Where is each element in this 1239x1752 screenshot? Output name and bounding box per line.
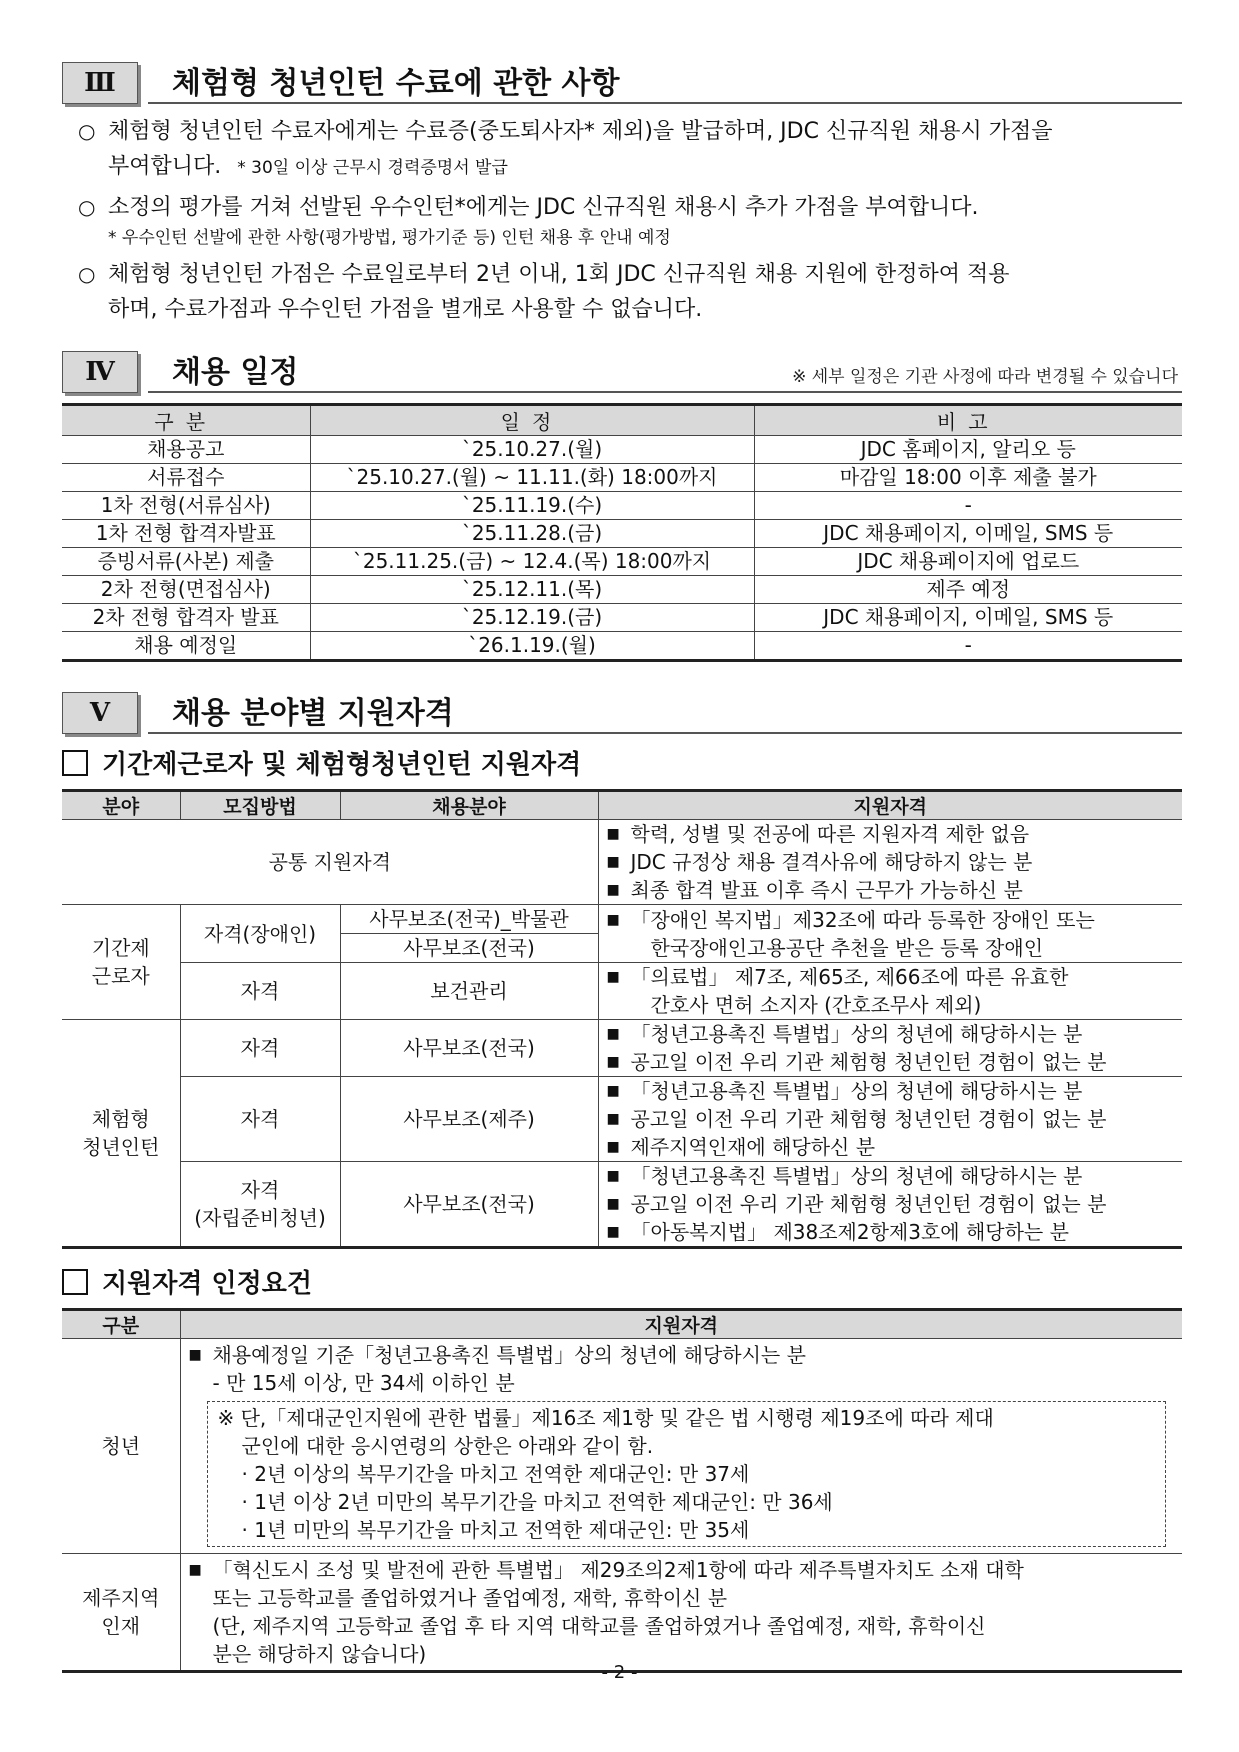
list-item: ■ 「청년고용촉진 특별법」상의 청년에 해당하시는 분 xyxy=(607,1162,1175,1190)
table-cell: 사무보조(전국)_박물관 xyxy=(340,905,598,934)
section-header-4 xyxy=(62,345,1182,393)
bullet-text: 하며, 수료가점과 우수인턴 가점을 별개로 사용할 수 없습니다. xyxy=(108,297,703,322)
table-cell: 사무보조(전국) xyxy=(340,934,598,963)
footnote: * 30일 이상 근무시 경력증명서 발급 xyxy=(237,158,508,178)
table-cell: 보건관리 xyxy=(340,963,598,1020)
section-title: 채용 분야별 지원자격 xyxy=(172,696,454,731)
table-header: 모집방법 xyxy=(180,791,340,820)
table-row xyxy=(62,632,1182,661)
list-item: ■ 제주지역인재에 해당하신 분 xyxy=(607,1133,1175,1161)
table-cell: 2차 전형(면접심사) xyxy=(62,576,310,604)
qualification-table xyxy=(62,789,1182,1249)
list-item: ■ 「의료법」 제7조, 제65조, 제66조에 따른 유효한 xyxy=(607,963,1175,991)
table-cell: 공통 지원자격 xyxy=(62,820,598,905)
table-cell: ■ 「혁신도시 조성 및 발전에 관한 특별법」 제29조의2제1항에 따라 제주특별자치도 소재 대학 또는 고등학교를 졸업하였거나 졸업예정, 재학, 휴학이신 분 (단, 제주지역 고등학교 졸업 후 타 지역 대학교를 졸업하였거나 졸업예정, 재학, 휴학이신 분은 해당하지 않습니다) xyxy=(180,1554,1182,1672)
table-cell: 증빙서류(사본) 제출 xyxy=(62,548,310,576)
table-cell: 사무보조(전국) xyxy=(340,1020,598,1077)
footnote: * 우수인턴 선발에 관한 사항(평가방법, 평가기준 등) 인턴 채용 후 안내 예정 xyxy=(108,228,671,248)
subsection-heading xyxy=(62,1263,1182,1300)
list-item: ■ 학력, 성별 및 전공에 따른 지원자격 제한 없음 xyxy=(607,820,1175,848)
table-cell: 사무보조(전국) xyxy=(340,1162,598,1248)
table-cell: JDC 채용페이지에 업로드 xyxy=(754,548,1182,576)
table-cell: 제주 예정 xyxy=(754,576,1182,604)
table-header: 비고 xyxy=(754,405,1182,436)
table-cell: 사무보조(제주) xyxy=(340,1077,598,1162)
section-header-5 xyxy=(62,686,1182,734)
table-cell: 채용 예정일 xyxy=(62,632,310,661)
list-item: ■ 「아동복지법」 제38조제2항제3호에 해당하는 분 xyxy=(607,1218,1175,1246)
table-cell: 채용공고 xyxy=(62,436,310,464)
circle-bullet-icon: ○ xyxy=(78,119,96,143)
bullet-text: 부여합니다. xyxy=(108,154,222,179)
table-cell: 2차 전형 합격자 발표 xyxy=(62,604,310,632)
table-cell: `25.11.25.(금) ~ 12.4.(목) 18:00까지 xyxy=(310,548,754,576)
table-row xyxy=(62,492,1182,520)
table-cell: JDC 홈페이지, 알리오 등 xyxy=(754,436,1182,464)
table-cell: 마감일 18:00 이후 제출 불가 xyxy=(754,464,1182,492)
list-item: ■ 최종 합격 발표 이후 즉시 근무가 가능하신 분 xyxy=(607,876,1175,904)
table-cell: `25.11.28.(금) xyxy=(310,520,754,548)
table-row xyxy=(62,1077,1182,1162)
table-cell: `25.11.19.(수) xyxy=(310,492,754,520)
note-box: ※ 단,「제대군인지원에 관한 법률」제16조 제1항 및 같은 법 시행령 제19조에 따라 제대 군인에 대한 응시연령의 상한은 아래와 같이 함. · 2년 이상의 복무기간을 마치고 전역한 제대군인: 만 37세 · 1년 이상 2년 미만의 복무기간을 마치고 전역한 제대군인: 만 36세 · 1년 미만의 복무기간을 마치고 전역한 제대군인: 만 35세 xyxy=(207,1401,1167,1547)
list-item: ■ 「장애인 복지법」제32조에 따라 등록한 장애인 또는 xyxy=(607,906,1175,934)
square-bullet-icon xyxy=(62,1269,88,1295)
table-cell xyxy=(598,820,1182,905)
bullet-text: 체험형 청년인턴 수료자에게는 수료증(중도퇴사자* 제외)을 발급하며, JDC 신규직원 채용시 가점을 xyxy=(108,119,1053,144)
table-header: 구분 xyxy=(62,405,310,436)
table-cell xyxy=(598,1020,1182,1077)
table-cell: 1차 전형(서류심사) xyxy=(62,492,310,520)
table-cell xyxy=(180,1339,1182,1554)
table-row xyxy=(62,464,1182,492)
list-item: 한국장애인고용공단 추천을 받은 등록 장애인 xyxy=(650,935,1044,960)
table-cell: JDC 채용페이지, 이메일, SMS 등 xyxy=(754,604,1182,632)
section-underline xyxy=(148,732,1182,734)
table-cell xyxy=(598,963,1182,1020)
table-cell: 제주지역 인재 xyxy=(62,1554,180,1672)
document-page xyxy=(62,56,1182,1673)
table-row xyxy=(62,436,1182,464)
bullet-item xyxy=(62,114,1182,186)
square-bullet-icon xyxy=(62,750,88,776)
section-underline xyxy=(148,102,1182,104)
section-underline xyxy=(148,391,1182,393)
table-row xyxy=(62,604,1182,632)
table-header: 지원자격 xyxy=(180,1310,1182,1339)
table-cell: `26.1.19.(월) xyxy=(310,632,754,661)
age-requirement: - 만 15세 이상, 만 34세 이하인 분 xyxy=(212,1371,515,1395)
table-cell: 1차 전형 합격자발표 xyxy=(62,520,310,548)
table-cell: 자격 xyxy=(180,1020,340,1077)
section-number: Ⅳ xyxy=(62,351,138,393)
table-cell: `25.10.27.(월) ~ 11.11.(화) 18:00까지 xyxy=(310,464,754,492)
table-cell: - xyxy=(754,632,1182,661)
section-note: ※ 세부 일정은 기관 사정에 따라 변경될 수 있습니다 xyxy=(792,367,1178,387)
table-cell xyxy=(598,905,1182,963)
list-item: 간호사 면허 소지자 (간호조무사 제외) xyxy=(650,993,982,1017)
table-cell: 청년 xyxy=(62,1339,180,1554)
table-cell: 자격 xyxy=(180,963,340,1020)
table-row xyxy=(62,1554,1182,1672)
table-cell: 체험형 청년인턴 xyxy=(62,1020,180,1248)
table-header: 구분 xyxy=(62,1310,180,1339)
list-item: ■ JDC 규정상 채용 결격사유에 해당하지 않는 분 xyxy=(607,848,1175,876)
bullet-text: 체험형 청년인턴 가점은 수료일로부터 2년 이내, 1회 JDC 신규직원 채용 지원에 한정하여 적용 xyxy=(108,262,1010,287)
table-row xyxy=(62,905,1182,934)
table-cell: 자격(장애인) xyxy=(180,905,340,963)
table-header: 지원자격 xyxy=(598,791,1182,820)
section-number: Ⅴ xyxy=(62,692,138,734)
section-number: Ⅲ xyxy=(62,62,138,104)
table-row xyxy=(62,548,1182,576)
table-row xyxy=(62,1020,1182,1077)
bullet-item xyxy=(62,257,1182,327)
list-item: ■ 공고일 이전 우리 기관 체험형 청년인턴 경험이 없는 분 xyxy=(607,1105,1175,1133)
subsection-title: 지원자격 인정요건 xyxy=(102,1269,312,1299)
table-cell: 자격 (자립준비청년) xyxy=(180,1162,340,1248)
table-cell: 기간제 근로자 xyxy=(62,905,180,1020)
table-row xyxy=(62,963,1182,1020)
table-cell: 서류접수 xyxy=(62,464,310,492)
list-item: ■ 공고일 이전 우리 기관 체험형 청년인턴 경험이 없는 분 xyxy=(607,1048,1175,1076)
table-row xyxy=(62,1162,1182,1248)
page-number: - 2 - xyxy=(601,1662,638,1683)
table-cell xyxy=(598,1162,1182,1248)
table-header: 분야 xyxy=(62,791,180,820)
list-item: ■ 「청년고용촉진 특별법」상의 청년에 해당하시는 분 xyxy=(607,1077,1175,1105)
list-item: ■ 「청년고용촉진 특별법」상의 청년에 해당하시는 분 xyxy=(607,1020,1175,1048)
list-item: ■ 「혁신도시 조성 및 발전에 관한 특별법」 제29조의2제1항에 따라 제주특별자치도 소재 대학 xyxy=(189,1556,1175,1584)
table-cell xyxy=(598,1077,1182,1162)
schedule-table xyxy=(62,403,1182,662)
table-cell: `25.12.19.(금) xyxy=(310,604,754,632)
table-row xyxy=(62,576,1182,604)
circle-bullet-icon: ○ xyxy=(78,262,96,286)
bullet-item xyxy=(62,190,1182,225)
table-cell: `25.12.11.(목) xyxy=(310,576,754,604)
section-title: 채용 일정 xyxy=(172,355,299,390)
section-title: 체험형 청년인턴 수료에 관한 사항 xyxy=(172,66,620,101)
section-header-3 xyxy=(62,56,1182,104)
table-header: 채용분야 xyxy=(340,791,598,820)
table-header: 일정 xyxy=(310,405,754,436)
subsection-title: 기간제근로자 및 체험형청년인턴 지원자격 xyxy=(102,750,582,780)
bullet-text: 소정의 평가를 거쳐 선발된 우수인턴*에게는 JDC 신규직원 채용시 추가 가점을 부여합니다. xyxy=(108,195,979,220)
circle-bullet-icon: ○ xyxy=(78,195,96,219)
table-cell: `25.10.27.(월) xyxy=(310,436,754,464)
list-item: ■ 채용예정일 기준「청년고용촉진 특별법」상의 청년에 해당하시는 분 xyxy=(189,1341,1175,1369)
subsection-heading xyxy=(62,744,1182,781)
table-row xyxy=(62,1339,1182,1554)
table-cell: 자격 xyxy=(180,1077,340,1162)
requirements-table xyxy=(62,1308,1182,1673)
table-cell: JDC 채용페이지, 이메일, SMS 등 xyxy=(754,520,1182,548)
table-row xyxy=(62,820,1182,905)
table-row xyxy=(62,520,1182,548)
table-cell: - xyxy=(754,492,1182,520)
list-item: ■ 공고일 이전 우리 기관 체험형 청년인턴 경험이 없는 분 xyxy=(607,1190,1175,1218)
